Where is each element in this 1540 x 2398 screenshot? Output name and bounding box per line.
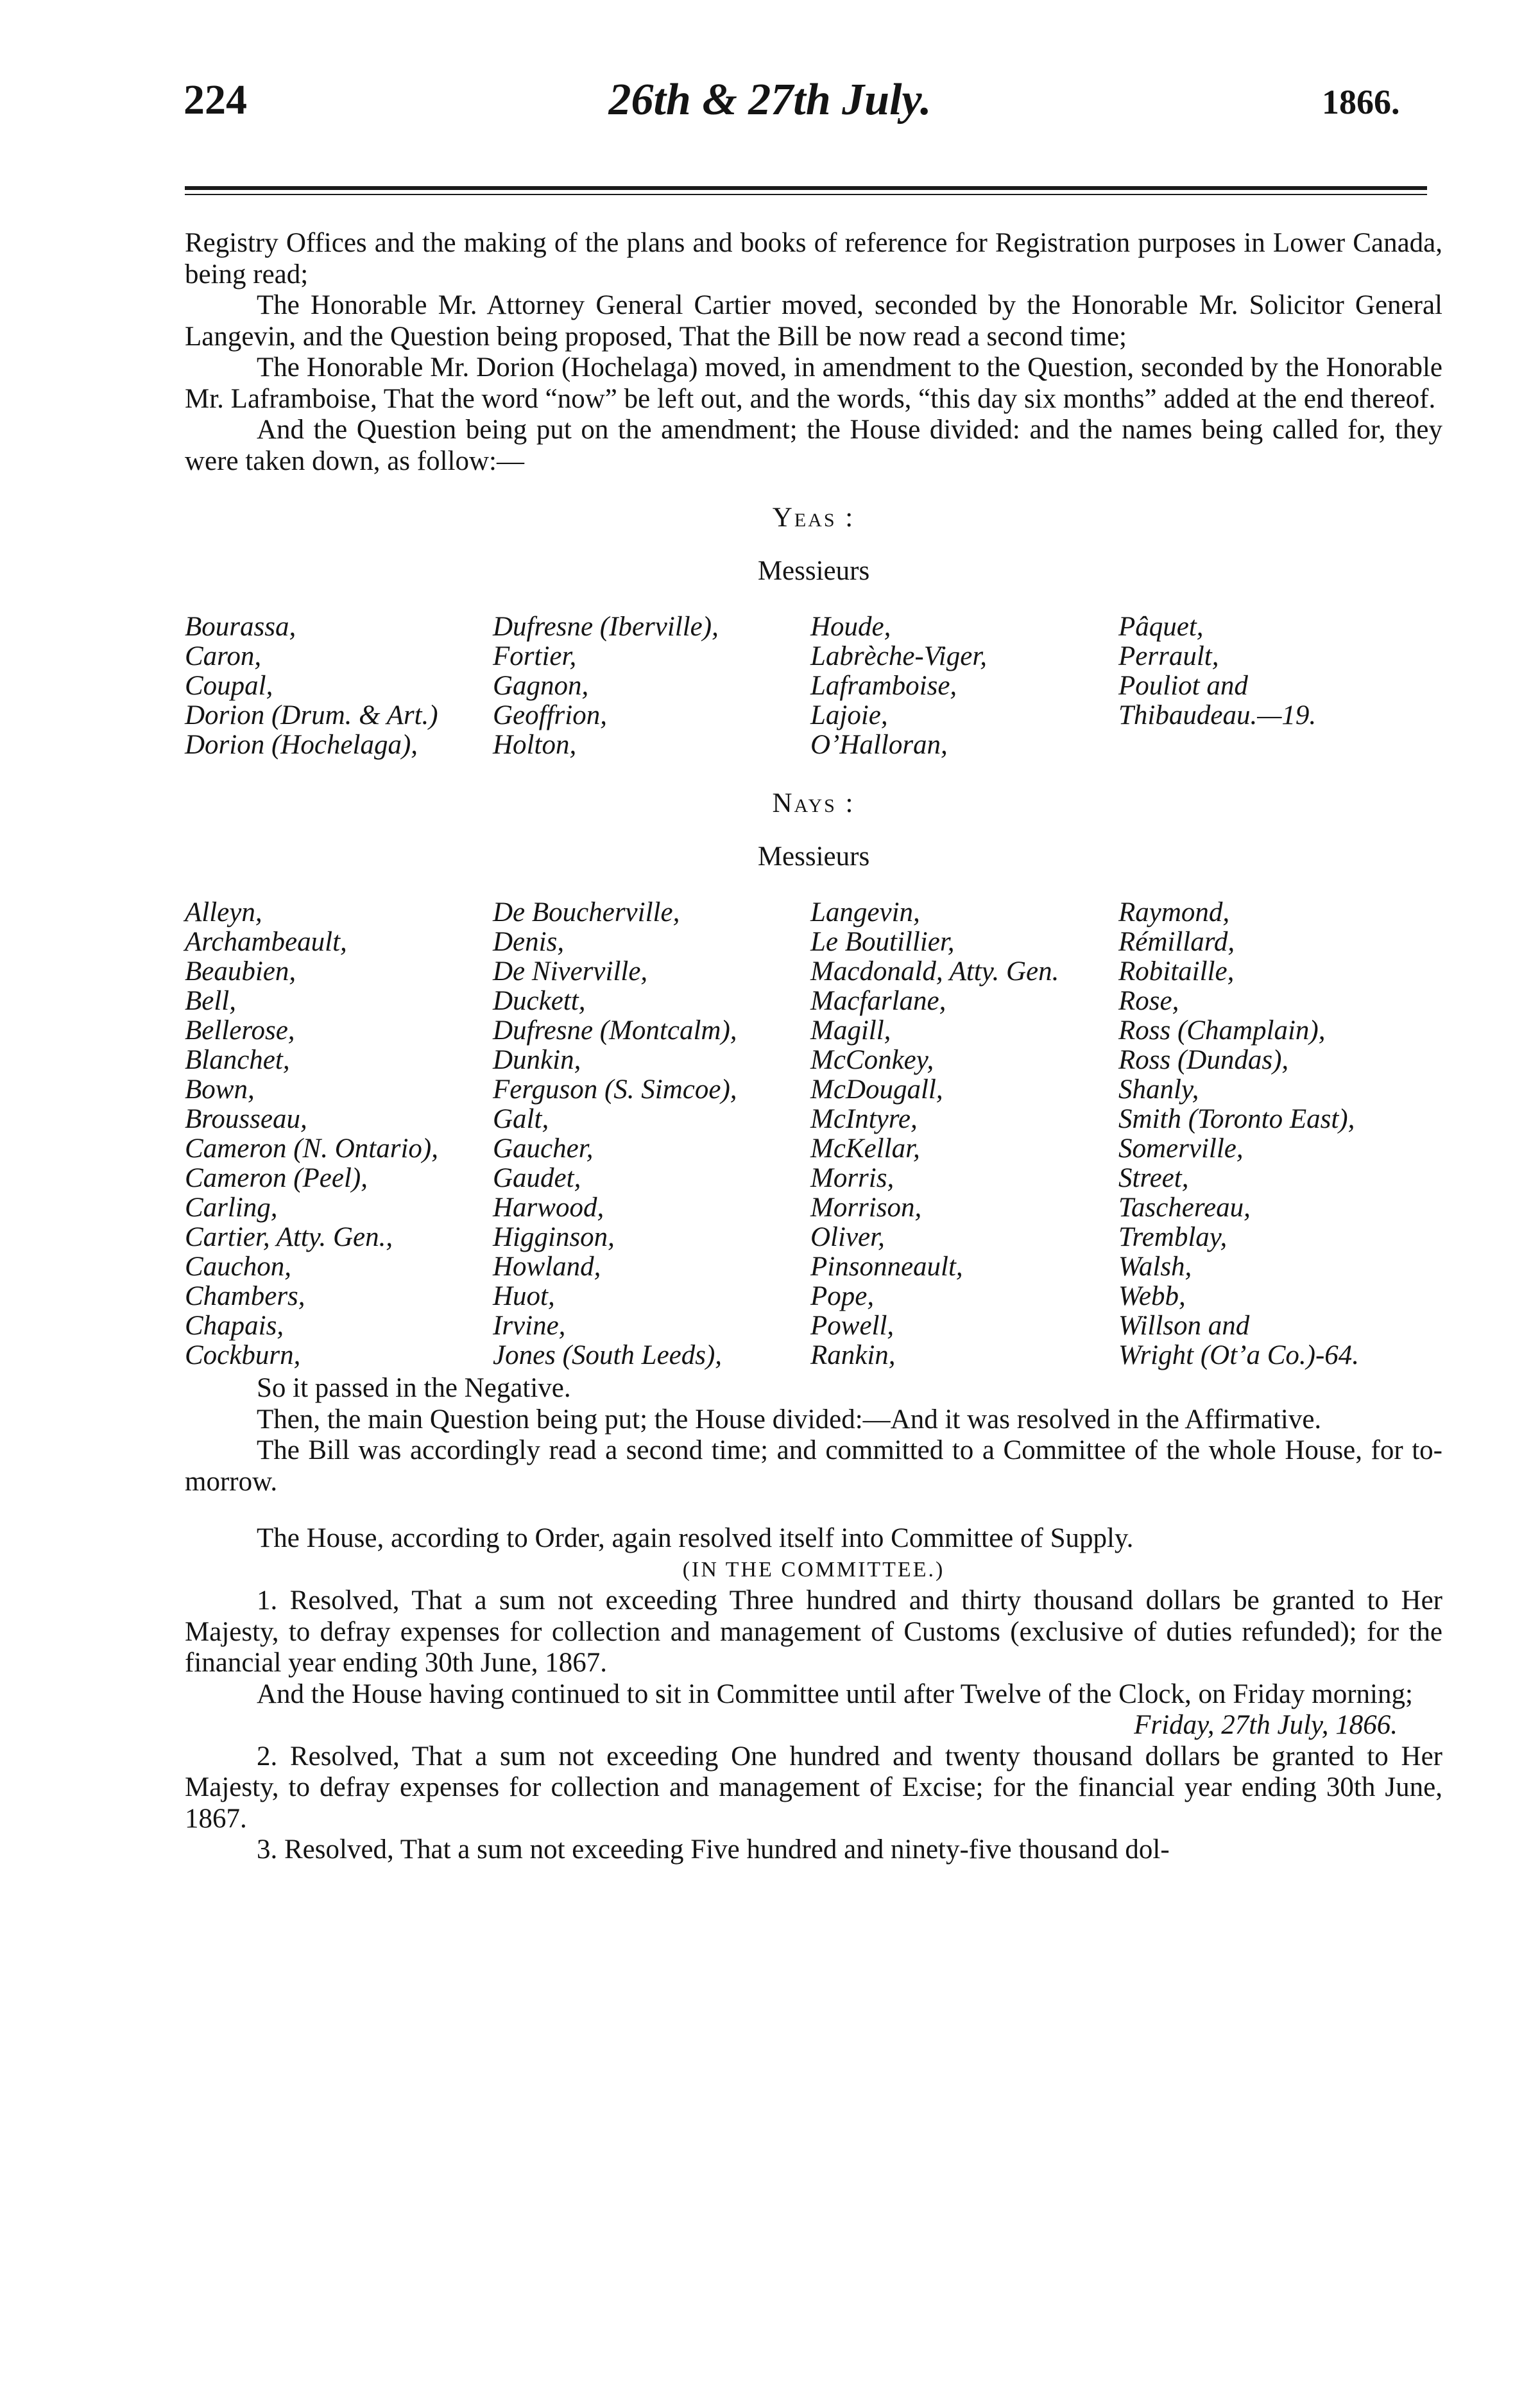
member-name: Powell, xyxy=(810,1311,894,1341)
date-line: Friday, 27th July, 1866. xyxy=(1134,1710,1398,1740)
member-name: McIntyre, xyxy=(810,1104,918,1134)
member-name: Blanchet, xyxy=(185,1045,290,1075)
header-rule-thin xyxy=(185,194,1427,195)
nays-messieurs: Messieurs xyxy=(757,841,870,872)
member-name: Chapais, xyxy=(185,1311,284,1341)
member-name: Morris, xyxy=(810,1163,894,1193)
member-name: Higginson, xyxy=(493,1222,615,1252)
member-name: Tremblay, xyxy=(1118,1222,1228,1252)
member-name: Gaudet, xyxy=(493,1163,581,1193)
member-name: Archambeault, xyxy=(185,927,347,957)
member-name: Le Boutillier, xyxy=(810,927,955,957)
resolution: 1. Resolved, That a sum not exceeding Three hundred and thirty thousand dollars be granted to Her Majesty, to defray expenses for collection and management of Customs (exclusive of duties refunded); for the financial year ending 30th June, 1867. xyxy=(185,1585,1442,1678)
member-name: Rémillard, xyxy=(1118,927,1235,957)
member-name: Labrèche-Viger, xyxy=(810,641,988,671)
member-name: Pope, xyxy=(810,1281,875,1311)
member-name: Macfarlane, xyxy=(810,986,946,1016)
member-name: Ferguson (S. Simcoe), xyxy=(493,1074,737,1105)
member-name: Cameron (N. Ontario), xyxy=(185,1134,438,1164)
member-name: Dorion (Drum. & Art.) xyxy=(185,700,438,730)
member-name: Robitaille, xyxy=(1118,956,1235,987)
member-name xyxy=(1118,730,1426,760)
member-name: Langevin, xyxy=(810,897,920,927)
paragraph: The Bill was accordingly read a second time; and committed to a Committee of the whole House, for to-morrow. xyxy=(185,1435,1442,1497)
paragraph: The House, according to Order, again resolved itself into Committee of Supply. xyxy=(257,1523,1134,1553)
yeas-heading: Yeas : xyxy=(772,503,855,533)
member-name: Wright (Ot’a Co.)-64. xyxy=(1118,1340,1360,1370)
paragraph: Registry Offices and the making of the plans and books of reference for Registration purposes in Lower Canada, being read; xyxy=(185,228,1442,289)
member-name: Oliver, xyxy=(810,1222,885,1252)
paragraph: And the Question being put on the amendment; the House divided: and the names being called for, they were taken down, as follow:— xyxy=(185,415,1442,476)
member-name: Chambers, xyxy=(185,1281,305,1311)
member-name: Raymond, xyxy=(1118,897,1230,927)
member-name: Huot, xyxy=(493,1281,555,1311)
member-name: Beaubien, xyxy=(185,956,296,987)
member-name: Cockburn, xyxy=(185,1340,301,1370)
member-name: Rankin, xyxy=(810,1340,896,1370)
member-name: Willson and xyxy=(1118,1311,1250,1341)
member-name: Taschereau, xyxy=(1118,1193,1251,1223)
member-name: Duckett, xyxy=(493,986,586,1016)
member-name: Morrison, xyxy=(810,1193,922,1223)
page-number: 224 xyxy=(184,76,247,123)
member-name: Bellerose, xyxy=(185,1015,295,1046)
member-name: Cauchon, xyxy=(185,1252,292,1282)
member-name: Denis, xyxy=(493,927,565,957)
member-name: Irvine, xyxy=(493,1311,566,1341)
member-name: Harwood, xyxy=(493,1193,604,1223)
paragraph: So it passed in the Negative. xyxy=(257,1373,571,1403)
member-name: Bell, xyxy=(185,986,236,1016)
member-name: Jones (South Leeds), xyxy=(493,1340,723,1370)
member-name: Brousseau, xyxy=(185,1104,307,1134)
page-body xyxy=(185,228,1442,1866)
resolution: 3. Resolved, That a sum not exceeding Five hundred and ninety-five thousand dol- xyxy=(257,1834,1170,1865)
member-name: Howland, xyxy=(493,1252,601,1282)
member-name: Thibaudeau.—19. xyxy=(1118,700,1317,730)
member-name: Fortier, xyxy=(493,641,577,671)
member-name: Dufresne (Montcalm), xyxy=(493,1015,737,1046)
member-name: Holton, xyxy=(493,730,577,760)
committee-heading: (IN THE COMMITTEE.) xyxy=(682,1557,945,1582)
page-title: 26th & 27th July. xyxy=(608,75,932,125)
member-name: O’Halloran, xyxy=(810,730,948,760)
paragraph: Then, the main Question being put; the House divided:—And it was resolved in the Affirmative. xyxy=(257,1404,1322,1435)
member-name: Alleyn, xyxy=(185,897,262,927)
member-name: Galt, xyxy=(493,1104,549,1134)
member-name: Rose, xyxy=(1118,986,1179,1016)
yeas-messieurs: Messieurs xyxy=(757,555,870,586)
paragraph: And the House having continued to sit in Committee until after Twelve of the Clock, on Friday morning; xyxy=(257,1678,1413,1709)
yeas-names-grid xyxy=(185,612,1442,760)
member-name: Lajoie, xyxy=(810,700,888,730)
member-name: Pâquet, xyxy=(1118,612,1204,642)
member-name: Carling, xyxy=(185,1193,278,1223)
member-name: Ross (Champlain), xyxy=(1118,1015,1326,1046)
member-name: Caron, xyxy=(185,641,262,671)
member-name: McConkey, xyxy=(810,1045,934,1075)
member-name: Laframboise, xyxy=(810,671,957,701)
member-name: De Niverville, xyxy=(493,956,648,987)
member-name: Geoffrion, xyxy=(493,700,607,730)
header-rule-thick xyxy=(185,186,1427,190)
member-name: Bown, xyxy=(185,1074,255,1105)
member-name: Ross (Dundas), xyxy=(1118,1045,1289,1075)
page-header xyxy=(0,76,1540,134)
member-name: Dufresne (Iberville), xyxy=(493,612,719,642)
paragraph: The Honorable Mr. Attorney General Cartier moved, seconded by the Honorable Mr. Solicitor General Langevin, and the Question being proposed, That the Bill be now read a second time; xyxy=(185,290,1442,352)
member-name: Dorion (Hochelaga), xyxy=(185,730,418,760)
resolution: 2. Resolved, That a sum not exceeding One hundred and twenty thousand dollars be granted to Her Majesty, to defray expenses for collection and management of Excise; for the financial year ending 30th June, 1867. xyxy=(185,1741,1442,1834)
member-name: Cartier, Atty. Gen., xyxy=(185,1222,393,1252)
member-name: Gagnon, xyxy=(493,671,589,701)
member-name: Coupal, xyxy=(185,671,273,701)
member-name: Macdonald, Atty. Gen. xyxy=(810,956,1059,987)
member-name: Dunkin, xyxy=(493,1045,581,1075)
member-name: Cameron (Peel), xyxy=(185,1163,368,1193)
member-name: Perrault, xyxy=(1118,641,1219,671)
member-name: McDougall, xyxy=(810,1074,943,1105)
member-name: De Boucherville, xyxy=(493,897,680,927)
member-name: Somerville, xyxy=(1118,1134,1244,1164)
member-name: Bourassa, xyxy=(185,612,296,642)
paragraph: The Honorable Mr. Dorion (Hochelaga) moved, in amendment to the Question, seconded by the Honorable Mr. Laframboise, That the word “now” be left out, and the words, “this day six months” added at the end thereof. xyxy=(185,352,1442,414)
member-name: Pouliot and xyxy=(1118,671,1248,701)
member-name: Shanly, xyxy=(1118,1074,1199,1105)
member-name: Magill, xyxy=(810,1015,891,1046)
member-name: Houde, xyxy=(810,612,891,642)
nays-names-grid xyxy=(185,898,1442,1370)
member-name: McKellar, xyxy=(810,1134,920,1164)
member-name: Walsh, xyxy=(1118,1252,1192,1282)
nays-heading: Nays : xyxy=(772,788,855,818)
member-name: Gaucher, xyxy=(493,1134,594,1164)
member-name: Street, xyxy=(1118,1163,1189,1193)
member-name: Smith (Toronto East), xyxy=(1118,1104,1355,1134)
member-name: Pinsonneault, xyxy=(810,1252,963,1282)
page-year: 1866. xyxy=(1322,83,1400,121)
member-name: Webb, xyxy=(1118,1281,1186,1311)
